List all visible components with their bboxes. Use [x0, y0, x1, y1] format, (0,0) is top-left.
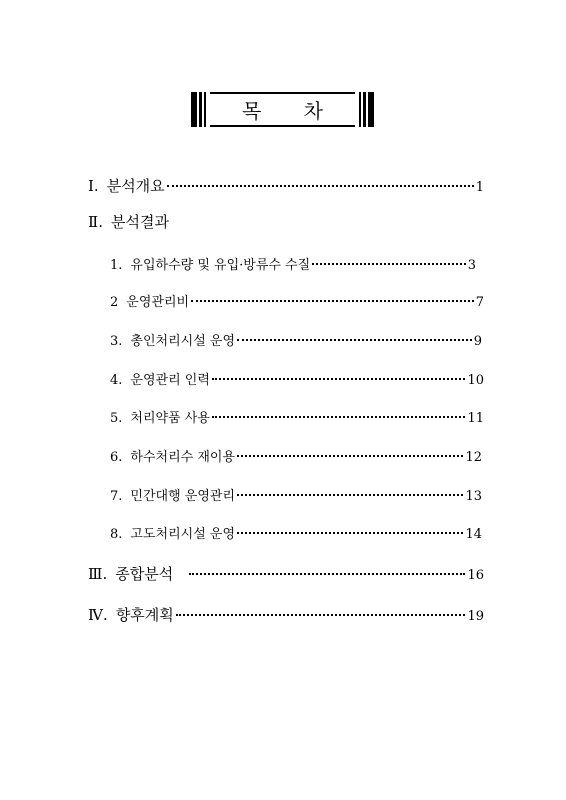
toc-num: 1. [110, 258, 123, 273]
toc-title-box [191, 92, 374, 127]
toc-label: 유입하수량 및 유입·방류수 수질 [130, 258, 311, 273]
toc-num: 5. [110, 411, 123, 426]
toc-num: Ⅰ. [88, 177, 99, 195]
toc-page: 3 [467, 258, 476, 273]
toc-page: 9 [473, 334, 482, 349]
toc-page: 16 [467, 568, 484, 583]
toc-page: 13 [465, 489, 482, 504]
toc-page: 14 [465, 527, 482, 542]
toc-num: 2 [110, 295, 119, 310]
toc-num: 7. [110, 489, 123, 504]
toc-label: 분석개요 [106, 177, 165, 195]
toc-leader [167, 185, 474, 187]
toc-label: 처리약품 사용 [130, 411, 210, 426]
toc-leader [312, 263, 466, 265]
toc-page: 19 [467, 609, 484, 624]
toc-entry-7[interactable] [110, 407, 484, 426]
toc-leader [212, 378, 466, 380]
toc-num: 6. [110, 450, 123, 465]
toc-leader [237, 532, 463, 534]
toc-num: Ⅳ. [88, 606, 108, 624]
toc-leader [237, 455, 463, 457]
toc-page: 10 [467, 373, 484, 388]
toc-title-left: 목 [242, 99, 262, 123]
title-right-bars [355, 92, 374, 127]
toc-title-right: 차 [303, 99, 323, 123]
toc-entry-10[interactable] [110, 523, 482, 542]
toc-entry-12[interactable] [88, 604, 484, 625]
toc-page: 7 [475, 295, 484, 310]
toc-label: 총인처리시설 운영 [130, 334, 236, 349]
toc-leader [189, 573, 465, 575]
toc-label: 하수처리수 재이용 [130, 450, 236, 465]
toc-num: 3. [110, 334, 123, 349]
toc-leader [191, 300, 474, 302]
toc-leader [237, 494, 463, 496]
toc-leader [176, 614, 466, 616]
toc-num: 8. [110, 527, 123, 542]
toc-entry-5[interactable] [110, 330, 482, 349]
toc-entry-8[interactable] [110, 446, 482, 465]
toc-entry-1[interactable] [88, 175, 484, 196]
toc-num: Ⅲ. [88, 565, 108, 583]
toc-title [210, 92, 355, 127]
toc-label: 향후계획 [115, 606, 174, 624]
toc-leader [212, 416, 466, 418]
toc-label: 고도처리시설 운영 [130, 527, 236, 542]
toc-entry-11[interactable] [88, 563, 484, 584]
title-left-bars [191, 92, 210, 127]
toc-page: 1 [475, 180, 484, 195]
toc-entry-3[interactable] [110, 254, 476, 273]
toc-label: 운영관리비 [126, 295, 190, 310]
toc-entry-6[interactable] [110, 369, 484, 388]
toc-page: 11 [467, 411, 484, 426]
toc-label: 민간대행 운영관리 [130, 489, 236, 504]
toc-entry-9[interactable] [110, 485, 482, 504]
toc-entry-2[interactable] [88, 211, 484, 232]
toc-page: 12 [465, 450, 482, 465]
toc-label: 운영관리 인력 [130, 373, 210, 388]
toc-num: Ⅱ. [88, 213, 103, 231]
toc-entry-4[interactable] [110, 291, 484, 310]
toc-leader [237, 339, 472, 341]
toc-label: 종합분석 [115, 565, 174, 583]
toc-label: 분석결과 [110, 213, 169, 231]
toc-num: 4. [110, 373, 123, 388]
